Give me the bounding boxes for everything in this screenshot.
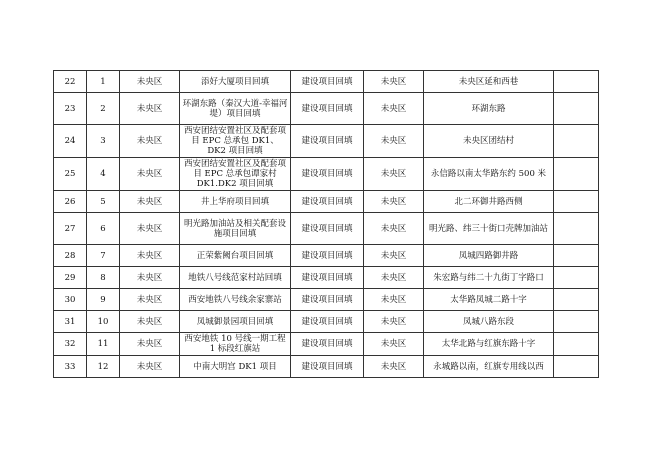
project-type-cell: 建设项目回填 — [291, 289, 364, 311]
row-number: 22 — [54, 71, 87, 93]
table-row — [54, 213, 599, 245]
table-row — [54, 125, 599, 158]
project-type-cell: 建设项目回填 — [291, 125, 364, 158]
row-number: 25 — [54, 158, 87, 191]
admin-district-cell: 未央区 — [364, 93, 424, 125]
project-type-cell: 建设项目回填 — [291, 356, 364, 378]
sub-number: 7 — [87, 245, 120, 267]
table-row — [54, 333, 599, 356]
location-cell: 永信路以南太华路东约 500 米 — [424, 158, 554, 191]
district-cell: 未央区 — [120, 158, 180, 191]
project-name-cell: 中南大明宫 DK1 项目 — [180, 356, 291, 378]
admin-district-cell: 未央区 — [364, 333, 424, 356]
note-cell — [554, 125, 599, 158]
table-body — [54, 71, 599, 378]
location-cell: 未央区团结村 — [424, 125, 554, 158]
note-cell — [554, 267, 599, 289]
table-row — [54, 289, 599, 311]
note-cell — [554, 213, 599, 245]
location-cell: 永城路以南，红旗专用线以西 — [424, 356, 554, 378]
table-row — [54, 93, 599, 125]
project-name-cell: 西安地铁 10 号线一期工程 1 标段红旗站 — [180, 333, 291, 356]
admin-district-cell: 未央区 — [364, 267, 424, 289]
project-name-cell: 明光路加油站及相关配套设施项目回填 — [180, 213, 291, 245]
project-type-cell: 建设项目回填 — [291, 245, 364, 267]
note-cell — [554, 71, 599, 93]
project-type-cell: 建设项目回填 — [291, 213, 364, 245]
district-cell: 未央区 — [120, 93, 180, 125]
project-type-cell: 建设项目回填 — [291, 191, 364, 213]
row-number: 30 — [54, 289, 87, 311]
row-number: 31 — [54, 311, 87, 333]
admin-district-cell: 未央区 — [364, 311, 424, 333]
table-row — [54, 267, 599, 289]
district-cell: 未央区 — [120, 289, 180, 311]
district-cell: 未央区 — [120, 356, 180, 378]
admin-district-cell: 未央区 — [364, 71, 424, 93]
table-row — [54, 245, 599, 267]
table-row — [54, 311, 599, 333]
location-cell: 凤城八路东段 — [424, 311, 554, 333]
project-name-cell: 环湖东路（秦汉大道-幸福河堤）项目回填 — [180, 93, 291, 125]
district-cell: 未央区 — [120, 333, 180, 356]
location-cell: 北二环御井路西侧 — [424, 191, 554, 213]
sub-number: 11 — [87, 333, 120, 356]
row-number: 26 — [54, 191, 87, 213]
sub-number: 5 — [87, 191, 120, 213]
sub-number: 1 — [87, 71, 120, 93]
project-type-cell: 建设项目回填 — [291, 311, 364, 333]
project-name-cell: 添好大厦项目回填 — [180, 71, 291, 93]
sub-number: 9 — [87, 289, 120, 311]
project-type-cell: 建设项目回填 — [291, 158, 364, 191]
sub-number: 2 — [87, 93, 120, 125]
note-cell — [554, 311, 599, 333]
district-cell: 未央区 — [120, 245, 180, 267]
location-cell: 环湖东路 — [424, 93, 554, 125]
location-cell: 明光路、纬三十街口壳牌加油站 — [424, 213, 554, 245]
project-name-cell: 西安团结安置社区及配套项目 EPC 总承包谭家村 DK1.DK2 项目回填 — [180, 158, 291, 191]
admin-district-cell: 未央区 — [364, 213, 424, 245]
project-name-cell: 西安地铁八号线余家寨站 — [180, 289, 291, 311]
project-type-cell: 建设项目回填 — [291, 333, 364, 356]
sub-number: 10 — [87, 311, 120, 333]
row-number: 23 — [54, 93, 87, 125]
backfill-project-table — [53, 70, 599, 378]
district-cell: 未央区 — [120, 71, 180, 93]
row-number: 28 — [54, 245, 87, 267]
table-row — [54, 356, 599, 378]
table-row — [54, 191, 599, 213]
note-cell — [554, 333, 599, 356]
location-cell: 太华北路与红旗东路十字 — [424, 333, 554, 356]
location-cell: 太华路凤城二路十字 — [424, 289, 554, 311]
admin-district-cell: 未央区 — [364, 191, 424, 213]
project-name-cell: 凤城御景园项目回填 — [180, 311, 291, 333]
project-type-cell: 建设项目回填 — [291, 71, 364, 93]
location-cell: 朱宏路与纬二十九街丁字路口 — [424, 267, 554, 289]
sub-number: 6 — [87, 213, 120, 245]
project-type-cell: 建设项目回填 — [291, 93, 364, 125]
sub-number: 3 — [87, 125, 120, 158]
district-cell: 未央区 — [120, 267, 180, 289]
note-cell — [554, 289, 599, 311]
admin-district-cell: 未央区 — [364, 356, 424, 378]
project-name-cell: 正荣紫阙台项目回填 — [180, 245, 291, 267]
note-cell — [554, 158, 599, 191]
district-cell: 未央区 — [120, 311, 180, 333]
row-number: 27 — [54, 213, 87, 245]
district-cell: 未央区 — [120, 191, 180, 213]
sub-number: 8 — [87, 267, 120, 289]
table-row — [54, 71, 599, 93]
table-row — [54, 158, 599, 191]
note-cell — [554, 93, 599, 125]
project-name-cell: 地铁八号线范家村站回填 — [180, 267, 291, 289]
project-name-cell: 井上华府项目回填 — [180, 191, 291, 213]
admin-district-cell: 未央区 — [364, 289, 424, 311]
note-cell — [554, 356, 599, 378]
admin-district-cell: 未央区 — [364, 245, 424, 267]
project-type-cell: 建设项目回填 — [291, 267, 364, 289]
location-cell: 未央区延和西巷 — [424, 71, 554, 93]
row-number: 32 — [54, 333, 87, 356]
admin-district-cell: 未央区 — [364, 158, 424, 191]
note-cell — [554, 191, 599, 213]
note-cell — [554, 245, 599, 267]
district-cell: 未央区 — [120, 125, 180, 158]
sub-number: 12 — [87, 356, 120, 378]
row-number: 24 — [54, 125, 87, 158]
project-name-cell: 西安团结安置社区及配套项目 EPC 总承包 DK1、DK2 项目回填 — [180, 125, 291, 158]
row-number: 33 — [54, 356, 87, 378]
admin-district-cell: 未央区 — [364, 125, 424, 158]
sub-number: 4 — [87, 158, 120, 191]
district-cell: 未央区 — [120, 213, 180, 245]
row-number: 29 — [54, 267, 87, 289]
location-cell: 凤城四路御井路 — [424, 245, 554, 267]
